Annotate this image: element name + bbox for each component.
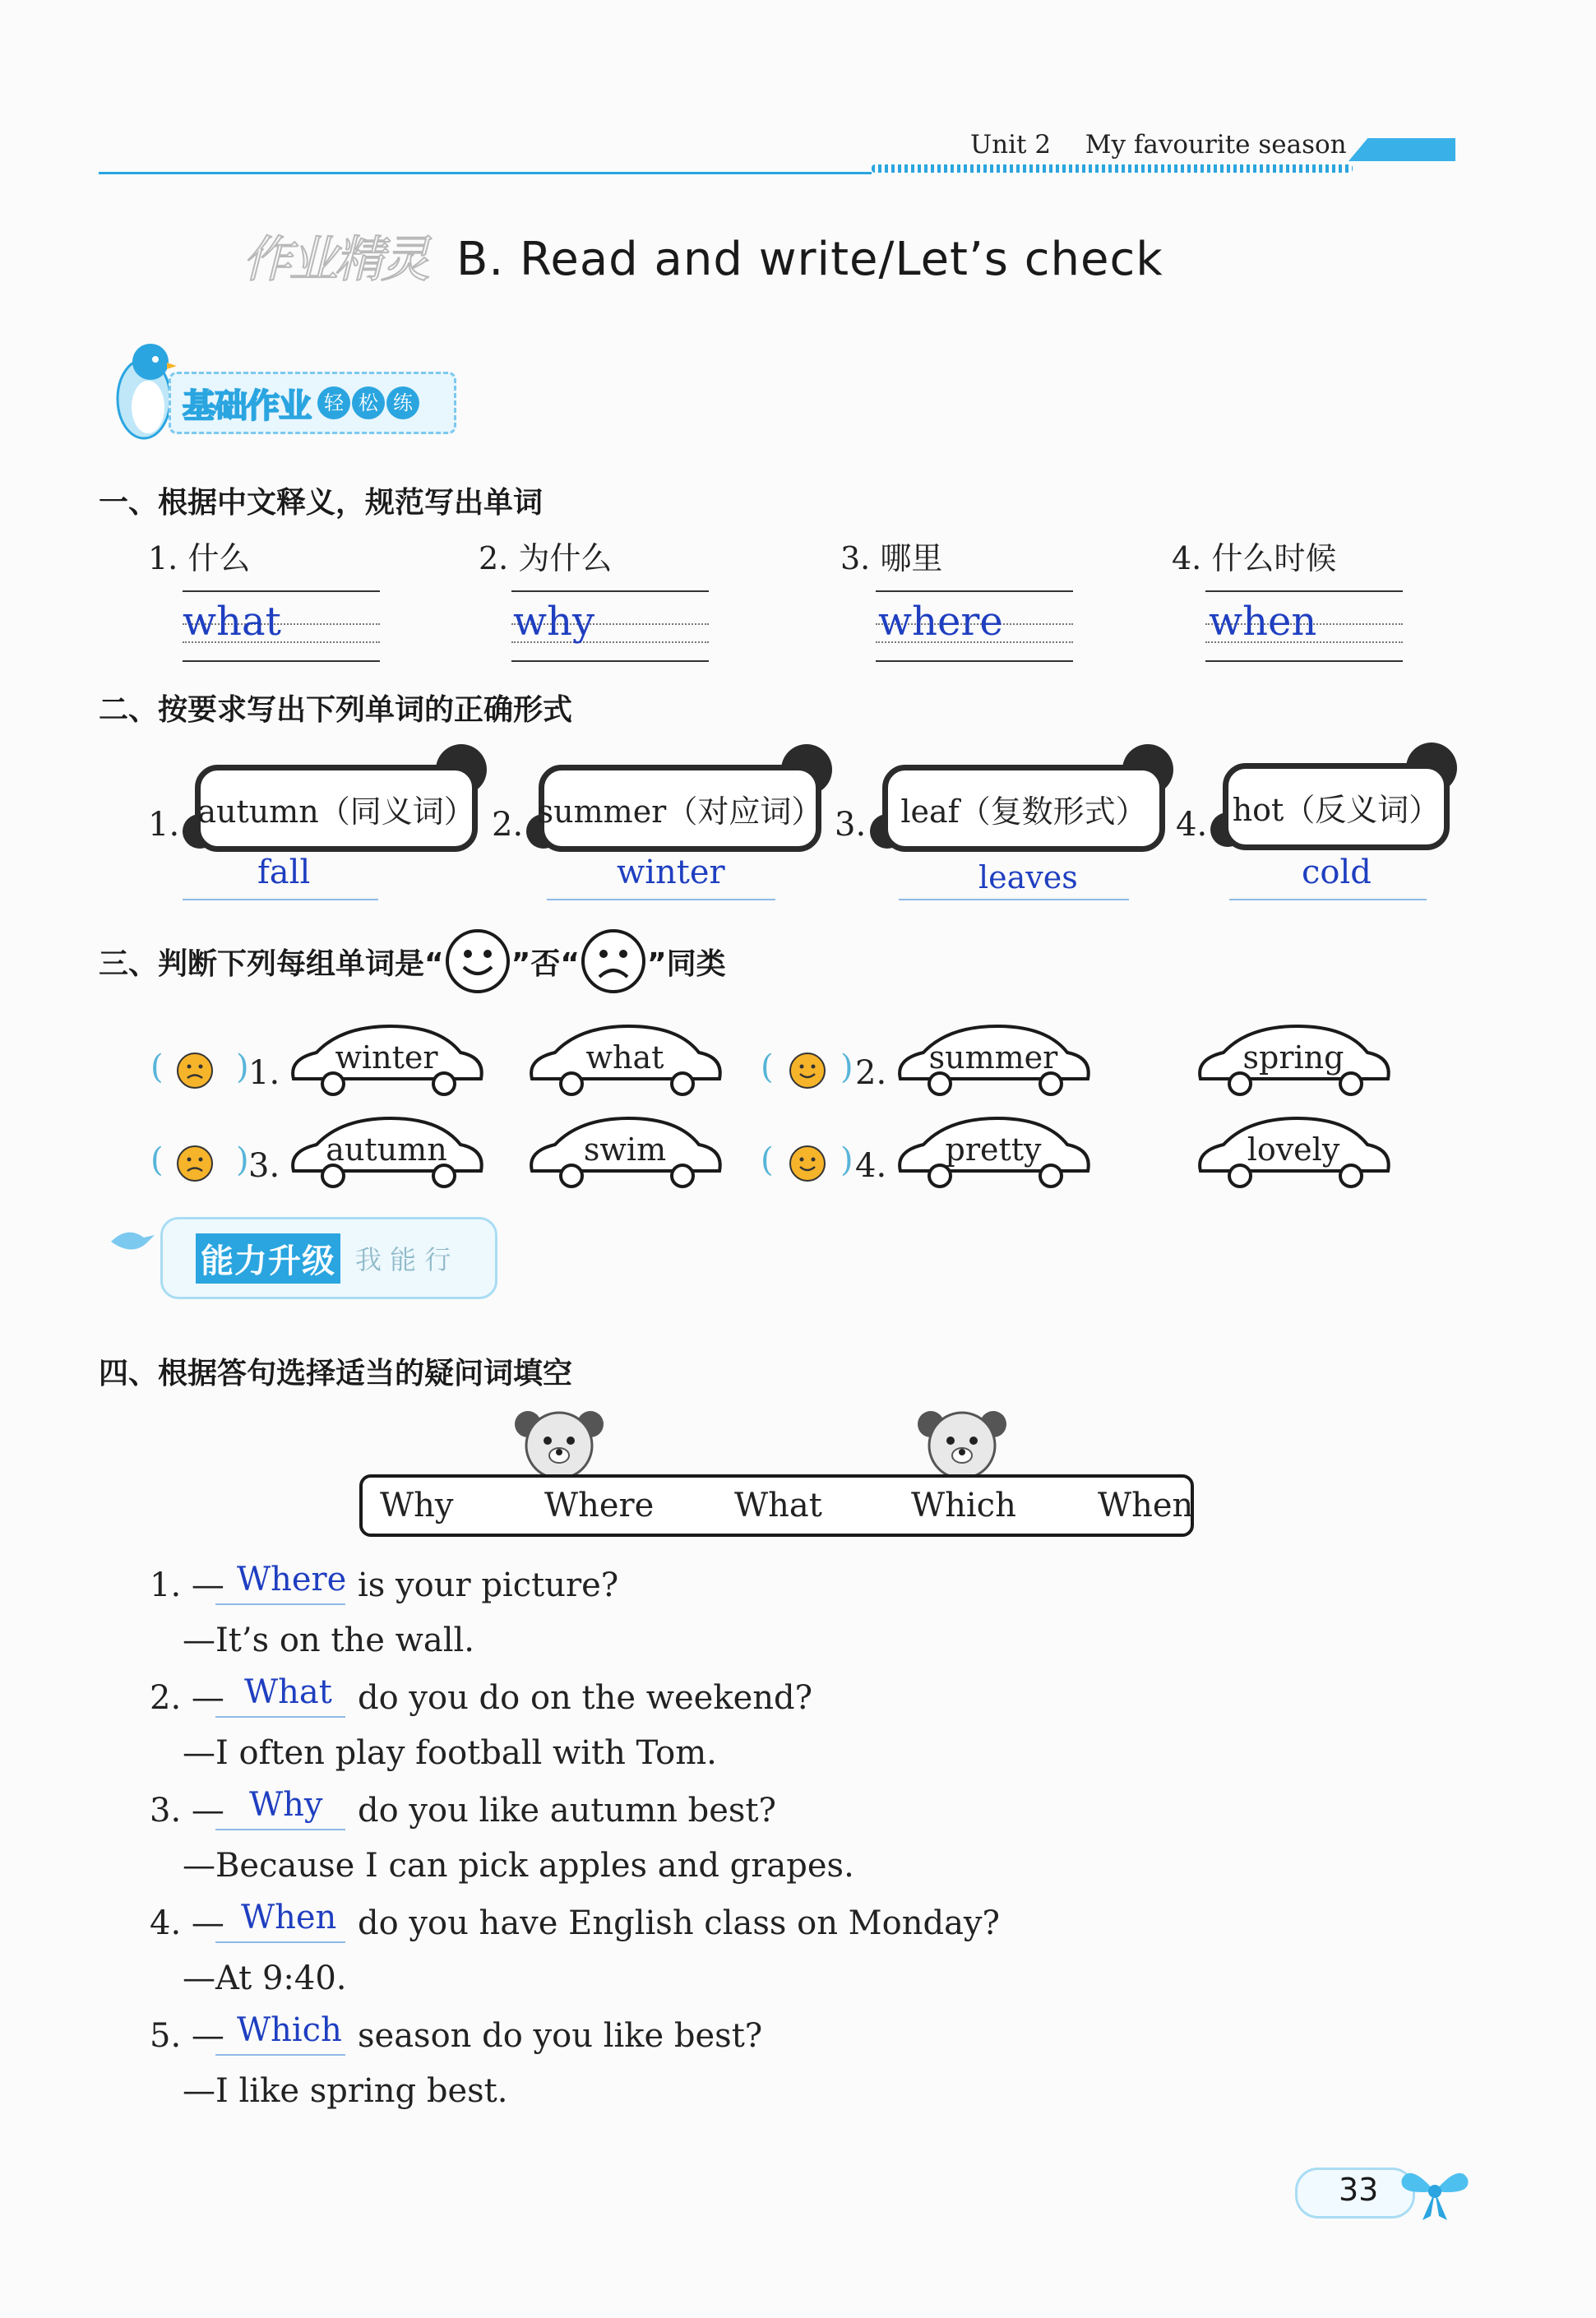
s3-paren-close: )	[236, 1141, 249, 1179]
section4-title: 四、根据答句选择适当的疑问词填空	[99, 1357, 573, 1390]
s4-answer-4[interactable]: When	[241, 1899, 337, 1936]
car-word: pretty	[945, 1131, 1042, 1168]
s1-answer-2[interactable]: why	[513, 599, 595, 645]
s3-num-1: 1.	[248, 1054, 280, 1092]
s3-paren-open: (	[761, 1141, 774, 1179]
s2-num-3: 3.	[835, 806, 867, 844]
s2-answer-3[interactable]: leaves	[978, 859, 1078, 895]
s4-reply: —I like spring best.	[183, 2072, 508, 2110]
badge-basic-homework	[169, 372, 456, 434]
header-accent-bar	[1349, 138, 1455, 161]
answer-line	[215, 2054, 345, 2056]
s4-answer-3[interactable]: Why	[249, 1786, 323, 1824]
unit-label: Unit 2	[970, 130, 1052, 160]
s4-answer-5[interactable]: Which	[237, 2011, 342, 2049]
s4-question-5: 5. —	[150, 2017, 224, 2055]
writing-line	[183, 590, 380, 592]
car-word-card	[1191, 1020, 1396, 1102]
answer-line	[1229, 899, 1427, 900]
s2-word-frame-2: summer（对应词）	[539, 765, 821, 852]
car-word-card	[284, 1112, 489, 1194]
s3-num-2: 2.	[855, 1054, 887, 1092]
page-number: 33	[1339, 2172, 1379, 2208]
s2-answer-4[interactable]: cold	[1302, 854, 1372, 891]
bow-icon	[1398, 2158, 1472, 2224]
s4-reply: —I often play football with Tom.	[183, 1734, 717, 1772]
header-rule	[99, 172, 872, 174]
section3-title: 三、判断下列每组单词是“ ”否“ ”同类	[99, 928, 726, 995]
badge-ability-tag: 我 能 行	[355, 1244, 451, 1275]
s4-question-2: 2. —	[150, 1679, 224, 1717]
writing-line	[876, 660, 1073, 662]
s3-paren-open: (	[761, 1048, 774, 1086]
s2-answer-2[interactable]: winter	[617, 854, 725, 891]
badge-ability-upgrade	[160, 1217, 497, 1299]
s4-question-text: is your picture?	[358, 1566, 619, 1604]
header-dotted-band	[872, 164, 1353, 173]
lesson-title: B. Read and write/Let’s check	[456, 233, 1163, 286]
writing-line	[511, 660, 709, 662]
section2-title: 二、按要求写出下列单词的正确形式	[99, 693, 573, 727]
s2-answer-1[interactable]: fall	[257, 854, 311, 891]
s4-question-text: do you do on the weekend?	[358, 1679, 813, 1717]
s3-paren-close: )	[236, 1048, 249, 1086]
s2-num-1: 1.	[148, 806, 180, 844]
badge-tag-circle: 轻	[317, 386, 350, 419]
word-bank-item: Where	[544, 1487, 655, 1525]
word-bank-item: Which	[911, 1487, 1016, 1525]
s4-question-text: do you like autumn best?	[358, 1792, 776, 1830]
badge-ability-main: 能力升级	[196, 1233, 340, 1284]
car-word: autumn	[326, 1131, 447, 1168]
answer-sad-face-icon[interactable]	[177, 1145, 213, 1182]
writing-line	[183, 660, 380, 662]
s4-reply: —It’s on the wall.	[183, 1622, 474, 1659]
answer-sad-face-icon[interactable]	[177, 1053, 213, 1089]
car-word: spring	[1242, 1039, 1344, 1076]
s4-answer-1[interactable]: Where	[237, 1561, 347, 1599]
s4-reply: —At 9:40.	[183, 1959, 347, 1997]
s3-paren-open: (	[150, 1048, 164, 1086]
car-word: summer	[928, 1039, 1058, 1076]
s3-num-3: 3.	[248, 1147, 280, 1185]
bird-icon	[107, 1225, 156, 1258]
s2-num-4: 4.	[1176, 806, 1208, 844]
penguin-mascot	[103, 333, 177, 444]
s4-question-4: 4. —	[150, 1904, 224, 1942]
answer-line	[215, 1603, 345, 1605]
car-word: swim	[583, 1131, 667, 1168]
s3-num-4: 4.	[855, 1147, 887, 1185]
s1-item-2-prompt: 2. 为什么	[479, 540, 613, 576]
s1-item-1-prompt: 1. 什么	[148, 540, 251, 576]
car-word: lovely	[1247, 1131, 1340, 1168]
writing-line	[1205, 660, 1403, 662]
answer-line	[899, 899, 1129, 900]
answer-line	[215, 1829, 345, 1830]
s1-answer-3[interactable]: where	[878, 599, 1003, 645]
s1-answer-1[interactable]: what	[183, 599, 281, 645]
s2-num-2: 2.	[492, 806, 524, 844]
car-word-card	[891, 1020, 1096, 1102]
s3-paren-close: )	[840, 1141, 854, 1179]
sad-face-icon	[580, 928, 647, 995]
s3-paren-open: (	[150, 1141, 164, 1179]
word-bank-item: When	[1098, 1487, 1194, 1525]
answer-happy-face-icon[interactable]	[789, 1053, 826, 1089]
s1-item-4-prompt: 4. 什么时候	[1172, 540, 1337, 576]
answer-line	[215, 1941, 345, 1943]
s4-question-text: do you have English class on Monday?	[358, 1904, 1000, 1942]
car-word: what	[585, 1039, 664, 1076]
s2-word-frame-1: autumn（同义词）	[195, 765, 478, 852]
answer-happy-face-icon[interactable]	[789, 1145, 826, 1182]
section1-title: 一、根据中文释义，规范写出单词	[99, 486, 544, 520]
badge-basic-main: 基础作业	[183, 386, 311, 425]
word-bank-item: Why	[380, 1487, 454, 1525]
writing-line	[511, 590, 709, 592]
answer-line	[183, 899, 378, 900]
s4-question-1: 1. —	[150, 1566, 224, 1604]
answer-line	[215, 1716, 345, 1718]
s1-item-3-prompt: 3. 哪里	[840, 540, 943, 576]
writing-line	[876, 590, 1073, 592]
happy-face-icon	[444, 928, 511, 995]
car-word-card	[891, 1112, 1096, 1194]
car-word-card	[522, 1112, 728, 1194]
s4-question-text: season do you like best?	[358, 2017, 763, 2055]
car-word-card	[522, 1020, 728, 1102]
word-bank-item: What	[734, 1487, 822, 1525]
answer-line	[547, 899, 775, 900]
s2-word-frame-3: leaf（复数形式）	[882, 765, 1165, 852]
s2-word-frame-4: hot（反义词）	[1223, 763, 1450, 850]
badge-tag-circle: 练	[386, 386, 419, 419]
s4-answer-2[interactable]: What	[244, 1673, 332, 1711]
writing-line	[1205, 590, 1403, 592]
car-word-card	[1191, 1112, 1396, 1194]
s1-answer-4[interactable]: when	[1209, 599, 1317, 645]
s4-reply: —Because I can pick apples and grapes.	[183, 1847, 854, 1885]
watermark-logo: 作业精灵	[243, 231, 427, 289]
car-word-card	[284, 1020, 489, 1102]
running-header	[970, 130, 1347, 160]
s3-paren-close: )	[840, 1048, 854, 1086]
badge-tag-circle: 松	[352, 386, 385, 419]
s4-question-3: 3. —	[150, 1792, 224, 1830]
unit-title: My favourite season	[1085, 130, 1347, 160]
car-word: winter	[335, 1039, 438, 1076]
